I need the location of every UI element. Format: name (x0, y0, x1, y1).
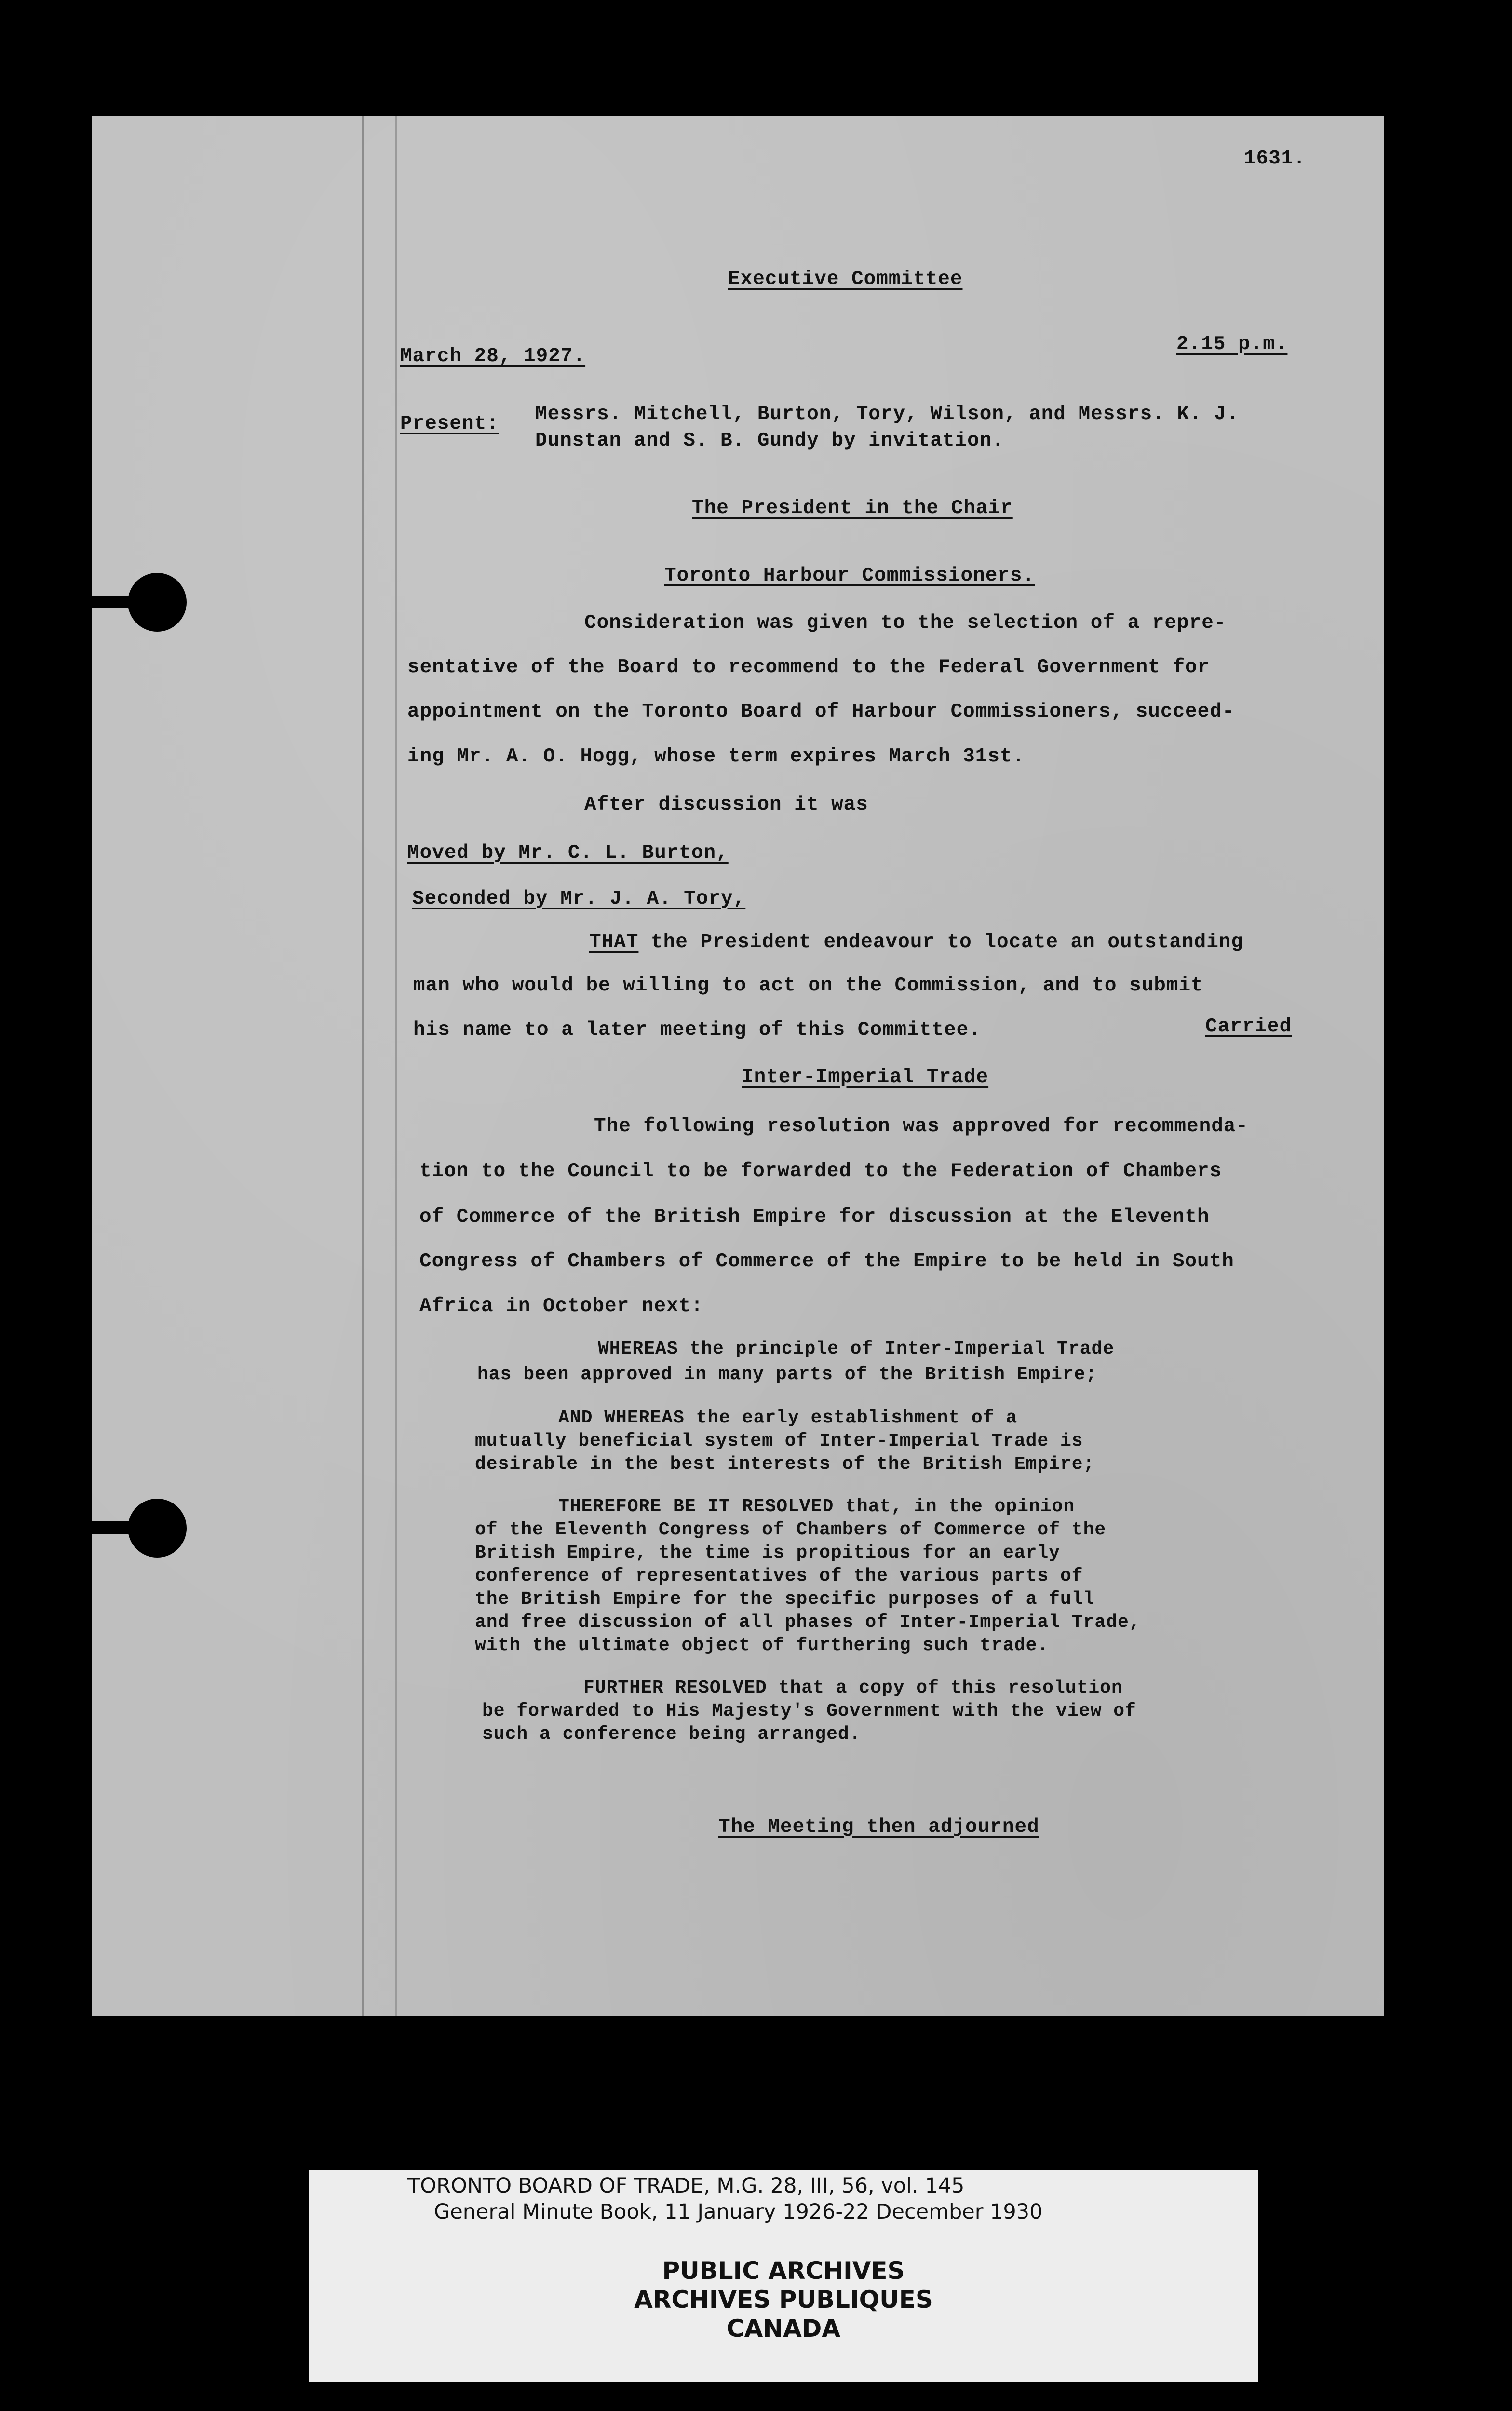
archive-volume-title: General Minute Book, 11 January 1926-22 December 1930 (434, 2200, 1043, 2224)
resolution-line: has been approved in many parts of the British Empire; (477, 1364, 1097, 1385)
motion-line-1 (589, 931, 1243, 954)
margin-rule (362, 116, 364, 2016)
archive-name-fr: ARCHIVES PUBLIQUES (634, 2286, 933, 2314)
page-number: 1631. (1244, 148, 1306, 170)
binder-hole-bottom (128, 1499, 187, 1558)
motion-line-1-text: the President endeavour to locate an outstanding (638, 931, 1244, 953)
harbour-line-2: sentative of the Board to recommend to the Federal Government for (407, 656, 1210, 678)
section-heading-harbour: Toronto Harbour Commissioners. (664, 565, 1035, 587)
trade-line-4: Congress of Chambers of Commerce of the Empire to be held in South (419, 1250, 1234, 1273)
section-heading-trade: Inter-Imperial Trade (742, 1066, 989, 1088)
chair-line: The President in the Chair (692, 497, 1013, 519)
moved-by: Moved by Mr. C. L. Burton, (407, 842, 729, 864)
harbour-line-1: Consideration was given to the selection of a repre- (584, 612, 1227, 634)
resolution-line: with the ultimate object of furthering such trade. (475, 1635, 1049, 1656)
harbour-line-4: ing Mr. A. O. Hogg, whose term expires March 31st. (407, 745, 1025, 768)
archive-country: CANADA (726, 2315, 841, 2343)
motion-line-3: his name to a later meeting of this Committee. (413, 1019, 981, 1041)
motion-line-2: man who would be willing to act on the Commission, and to submit (413, 975, 1203, 997)
resolution-line: conference of representatives of the various parts of (475, 1566, 1083, 1586)
committee-heading: Executive Committee (728, 268, 963, 290)
meeting-time: 2.15 p.m. (1176, 333, 1288, 355)
present-line-2: Dunstan and S. B. Gundy by invitation. (535, 430, 1004, 452)
carried-mark: Carried (1205, 1016, 1292, 1038)
after-discussion: After discussion it was (584, 794, 868, 816)
resolution-line: be forwarded to His Majesty's Government with the view of (482, 1701, 1136, 1721)
archive-label (309, 2170, 1258, 2382)
present-line-1: Messrs. Mitchell, Burton, Tory, Wilson, and Messrs. K. J. (535, 403, 1239, 425)
trade-line-1: The following resolution was approved for recommenda- (594, 1115, 1249, 1138)
trade-line-2: tion to the Council to be forwarded to the Federation of Chambers (419, 1160, 1222, 1182)
resolution-line: such a conference being arranged. (482, 1724, 861, 1745)
resolution-line: AND WHEREAS the early establishment of a (558, 1408, 1018, 1428)
margin-rule-inner (395, 116, 397, 2016)
resolution-line: desirable in the best interests of the British Empire; (475, 1454, 1095, 1475)
resolution-line: mutually beneficial system of Inter-Imperial Trade is (475, 1431, 1083, 1451)
archive-name-en: PUBLIC ARCHIVES (662, 2257, 905, 2285)
archive-reference: TORONTO BOARD OF TRADE, M.G. 28, III, 56, vol. 145 (407, 2174, 965, 2198)
meeting-date: March 28, 1927. (400, 345, 586, 367)
resolution-line: the British Empire for the specific purposes of a full (475, 1589, 1095, 1610)
binder-hole-top (128, 573, 187, 632)
resolution-line: FURTHER RESOLVED that a copy of this resolution (583, 1678, 1123, 1698)
closing-line: The Meeting then adjourned (718, 1816, 1040, 1838)
resolution-line: THEREFORE BE IT RESOLVED that, in the opinion (558, 1496, 1075, 1517)
resolution-line: of the Eleventh Congress of Chambers of Commerce of the (475, 1519, 1107, 1540)
resolution-line: and free discussion of all phases of Inter-Imperial Trade, (475, 1612, 1141, 1633)
trade-line-3: of Commerce of the British Empire for discussion at the Eleventh (419, 1206, 1210, 1228)
trade-line-5: Africa in October next: (419, 1295, 703, 1317)
resolution-line: WHEREAS the principle of Inter-Imperial Trade (598, 1339, 1115, 1359)
harbour-line-3: appointment on the Toronto Board of Harbour Commissioners, succeed- (407, 701, 1235, 723)
that-word: THAT (589, 931, 639, 953)
seconded-by: Seconded by Mr. J. A. Tory, (412, 888, 746, 910)
resolution-line: British Empire, the time is propitious for an early (475, 1543, 1060, 1563)
present-label: Present: (400, 413, 499, 435)
